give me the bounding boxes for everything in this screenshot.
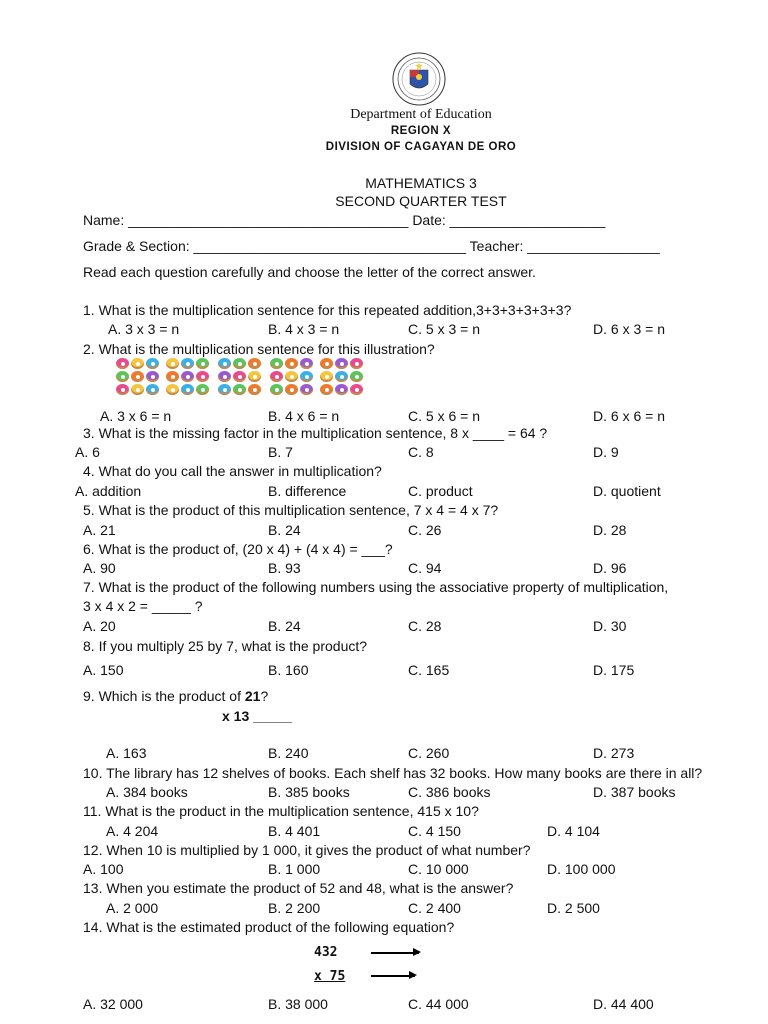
donut-icon (320, 371, 333, 382)
choice-b[interactable]: B. 24 (268, 618, 301, 634)
donut-icon (248, 384, 261, 395)
choice-a[interactable]: A. 150 (83, 662, 124, 678)
donut-icon (181, 384, 194, 395)
grade-teacher-field[interactable]: Grade & Section: ___________________________________ Teacher: _________________ (83, 238, 660, 254)
choice-c[interactable]: C. 386 books (408, 784, 491, 800)
choice-b[interactable]: B. 4 x 6 = n (268, 408, 340, 424)
donut-icon (131, 371, 144, 382)
choice-d[interactable]: D. 100 000 (547, 861, 616, 877)
department-title: Department of Education (350, 107, 492, 122)
donut-icon (300, 358, 313, 369)
choice-a[interactable]: A. 100 (83, 861, 124, 877)
donut-icon (218, 371, 231, 382)
donut-icon (181, 358, 194, 369)
choice-d[interactable]: D. 44 400 (593, 996, 654, 1012)
donut-icon (320, 358, 333, 369)
choice-c[interactable]: C. 5 x 3 = n (408, 321, 480, 337)
equation-multiplicand: 432 (314, 945, 338, 960)
donut-group (270, 357, 316, 399)
choice-d[interactable]: D. 6 x 6 = n (593, 408, 665, 424)
donut-icon (233, 358, 246, 369)
instructions: Read each question carefully and choose the letter of the correct answer. (83, 264, 536, 280)
question-7-continued: 3 x 4 x 2 = _____ ? (83, 598, 203, 614)
arrow-1-icon (371, 952, 419, 954)
donut-icon (116, 358, 129, 369)
choice-a[interactable]: A. 2 000 (106, 900, 159, 916)
donut-icon (270, 384, 283, 395)
donut-icon (285, 384, 298, 395)
choice-c[interactable]: C. 10 000 (408, 861, 469, 877)
question-2: 2. What is the multiplication sentence for this illustration? (83, 341, 435, 357)
donut-icon (166, 358, 179, 369)
choice-b[interactable]: B. 38 000 (268, 996, 328, 1012)
choice-c[interactable]: C. 94 (408, 560, 442, 576)
question-7: 7. What is the product of the following numbers using the associative property of multiplication, (83, 579, 669, 595)
donut-icon (335, 384, 348, 395)
choice-b[interactable]: B. 93 (268, 560, 301, 576)
donut-icon (116, 371, 129, 382)
donut-icon (270, 358, 283, 369)
donut-icon (218, 358, 231, 369)
arrow-2-icon (371, 975, 415, 977)
choice-a[interactable]: A. 20 (83, 618, 116, 634)
choice-d[interactable]: D. 4 104 (547, 823, 600, 839)
choice-c[interactable]: C. 28 (408, 618, 442, 634)
equation-multiplier: x 75 (314, 969, 346, 984)
question-12: 12. When 10 is multiplied by 1 000, it gives the product of what number? (83, 842, 531, 858)
question-11: 11. What is the product in the multiplication sentence, 415 x 10? (83, 803, 479, 819)
question-8: 8. If you multiply 25 by 7, what is the product? (83, 638, 368, 654)
donut-icon (300, 371, 313, 382)
choice-a[interactable]: A. 21 (83, 522, 116, 538)
choice-d[interactable]: D. 6 x 3 = n (593, 321, 665, 337)
donut-icon (285, 371, 298, 382)
question-9-multiplier: x 13 _____ (222, 708, 293, 724)
choice-a[interactable]: A. 3 x 3 = n (108, 321, 180, 337)
donut-icon (335, 371, 348, 382)
question-14: 14. What is the estimated product of the following equation? (83, 919, 455, 935)
donut-icon (166, 371, 179, 382)
donut-icon (233, 384, 246, 395)
choice-a[interactable]: A. 6 (75, 444, 100, 460)
choice-d[interactable]: D. 9 (593, 444, 619, 460)
donut-icon (166, 384, 179, 395)
question-9-number: 21 (244, 688, 261, 704)
donut-group (320, 357, 366, 399)
choice-b[interactable]: B. 4 x 3 = n (268, 321, 340, 337)
choice-d[interactable]: D. 96 (593, 560, 627, 576)
question-9-text: 9. Which is the product of (83, 688, 245, 704)
donut-icon (116, 384, 129, 395)
choice-a[interactable]: A. 4 204 (106, 823, 159, 839)
choice-b[interactable]: B. difference (268, 483, 347, 499)
question-9 (83, 688, 268, 705)
donut-icon (146, 358, 159, 369)
choice-c[interactable]: C. 8 (408, 444, 434, 460)
donut-icon (350, 358, 363, 369)
choice-d[interactable]: D. 387 books (593, 784, 676, 800)
donut-icon (196, 371, 209, 382)
choice-a[interactable]: A. 90 (83, 560, 116, 576)
donut-icon (320, 384, 333, 395)
choice-b[interactable]: B. 7 (268, 444, 293, 460)
donut-icon (146, 384, 159, 395)
choice-b[interactable]: B. 2 200 (268, 900, 321, 916)
donut-icon (270, 371, 283, 382)
choice-b[interactable]: B. 160 (268, 662, 309, 678)
choice-d[interactable]: D. 30 (593, 618, 627, 634)
donut-icon (248, 371, 261, 382)
donut-icon (196, 384, 209, 395)
choice-c[interactable]: C. 26 (408, 522, 442, 538)
test-title: SECOND QUARTER TEST (335, 193, 507, 209)
donut-icon (350, 384, 363, 395)
choice-b[interactable]: B. 24 (268, 522, 301, 538)
choice-c[interactable]: C. 44 000 (408, 996, 469, 1012)
choice-c[interactable]: C. 165 (408, 662, 450, 678)
choice-b[interactable]: B. 4 401 (268, 823, 321, 839)
question-3: 3. What is the missing factor in the multiplication sentence, 8 x ____ = 64 ? (83, 425, 548, 441)
question-5: 5. What is the product of this multiplication sentence, 7 x 4 = 4 x 7? (83, 502, 499, 518)
question-6: 6. What is the product of, (20 x 4) + (4 x 4) = ___? (83, 541, 393, 557)
choice-b[interactable]: B. 1 000 (268, 861, 321, 877)
donut-icon (218, 384, 231, 395)
donut-icon (196, 358, 209, 369)
choice-a[interactable]: A. 384 books (106, 784, 188, 800)
donut-icon (131, 384, 144, 395)
deped-seal-icon (392, 52, 446, 106)
question-10: 10. The library has 12 shelves of books. Each shelf has 32 books. How many books are there in all? (83, 765, 703, 781)
choice-c[interactable]: C. 2 400 (408, 900, 461, 916)
region-title: REGION X (390, 125, 452, 137)
question-4: 4. What do you call the answer in multiplication? (83, 463, 382, 479)
choice-d[interactable]: D. 2 500 (547, 900, 600, 916)
donut-icon (146, 371, 159, 382)
donut-icon (181, 371, 194, 382)
choice-b[interactable]: B. 385 books (268, 784, 350, 800)
choice-c[interactable]: C. 5 x 6 = n (408, 408, 480, 424)
choice-a[interactable]: A. 163 (106, 745, 147, 761)
donut-icon (248, 358, 261, 369)
donut-icon (233, 371, 246, 382)
choice-d[interactable]: D. 175 (593, 662, 635, 678)
donut-icon (300, 384, 313, 395)
choice-c[interactable]: C. 260 (408, 745, 450, 761)
question-1: 1. What is the multiplication sentence for this repeated addition,3+3+3+3+3+3? (83, 302, 572, 318)
choice-a[interactable]: A. addition (75, 483, 142, 499)
donut-group (166, 357, 212, 399)
donut-icon (335, 358, 348, 369)
choice-d[interactable]: D. 28 (593, 522, 627, 538)
choice-a[interactable]: A. 3 x 6 = n (100, 408, 172, 424)
choice-d[interactable]: D. 273 (593, 745, 635, 761)
donut-icon (131, 358, 144, 369)
name-date-field[interactable]: Name: ____________________________________ Date: ____________________ (83, 212, 606, 228)
choice-b[interactable]: B. 240 (268, 745, 309, 761)
division-title: DIVISION OF CAGAYAN DE ORO (325, 141, 517, 153)
choice-c[interactable]: C. product (408, 483, 473, 499)
donut-group (116, 357, 162, 399)
donut-icon (350, 371, 363, 382)
choice-a[interactable]: A. 32 000 (83, 996, 143, 1012)
donut-group (218, 357, 264, 399)
question-9-end: ? (260, 688, 269, 704)
choice-d[interactable]: D. quotient (593, 483, 661, 499)
donut-icon (285, 358, 298, 369)
question-13: 13. When you estimate the product of 52 and 48, what is the answer? (83, 880, 514, 896)
choice-c[interactable]: C. 4 150 (408, 823, 461, 839)
subject-title: MATHEMATICS 3 (365, 175, 477, 191)
